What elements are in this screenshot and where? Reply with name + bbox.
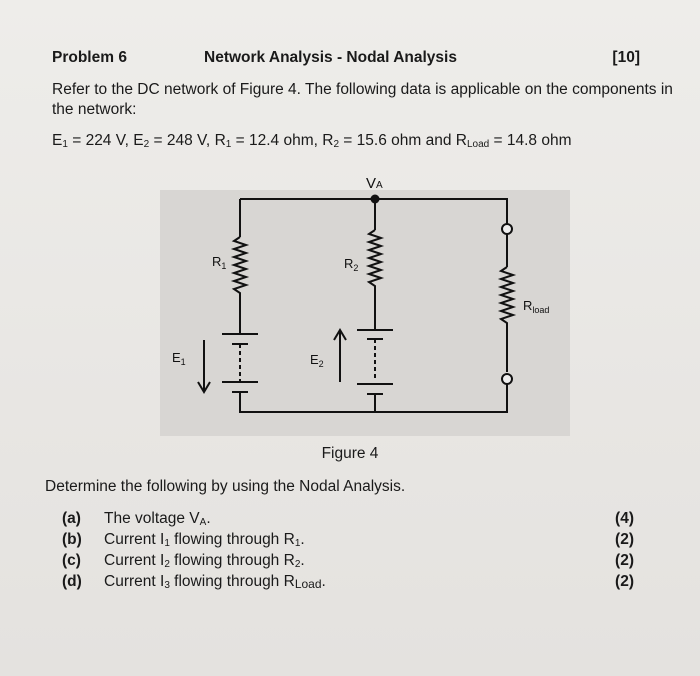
- rload-terminal-bottom: [502, 374, 512, 384]
- question-list: [62, 508, 634, 592]
- question-marks: (2): [615, 573, 634, 590]
- rload-label: $R_{load}$: [523, 298, 550, 315]
- given-r2: $R_2 = 15.6$ ohm and: [322, 132, 456, 150]
- question-d: (d) Current $I_3$ flowing through $R_{Load}$. (2): [62, 573, 634, 591]
- question-marks: (2): [615, 531, 634, 548]
- problem-number: Problem 6: [52, 49, 127, 66]
- instruction-text: Determine the following by using the Nodal Analysis.: [45, 478, 406, 495]
- e1-label: $E_1$: [172, 350, 186, 367]
- node-va-label: VA: [366, 175, 383, 192]
- question-marks: (2): [615, 552, 634, 569]
- question-c: (c) Current $I_2$ flowing through $R_2$. (2): [62, 552, 634, 570]
- node-va-dot: [371, 195, 380, 204]
- rload-terminal-top: [502, 224, 512, 234]
- question-b: (b) Current $I_1$ flowing through $R_1$. (2): [62, 531, 634, 549]
- given-e1: $E_1 = 224$ V,: [52, 132, 134, 150]
- given-r1: $R_1 = 12.4$ ohm,: [214, 132, 323, 150]
- figure-caption: Figure 4: [321, 445, 379, 462]
- problem-title: Network Analysis - Nodal Analysis: [204, 49, 457, 66]
- r1-label: $R_1$: [212, 254, 227, 271]
- question-marks: (4): [615, 510, 634, 527]
- circuit-figure: [160, 172, 580, 442]
- given-rload: $R_{Load} = 14.8$ ohm: [455, 132, 572, 150]
- given-e2: $E_2 = 248$ V,: [133, 132, 215, 150]
- given-values: [52, 132, 572, 150]
- problem-marks: [10]: [612, 49, 640, 66]
- intro-text: Refer to the DC network of Figure 4. The following data is applicable on the components in the network:: [52, 81, 673, 118]
- problem-header: [52, 49, 648, 71]
- question-a: (a) The voltage $V_A$. (4): [62, 510, 634, 528]
- r2-label: $R_2$: [344, 256, 359, 273]
- e2-label: $E_2$: [310, 352, 324, 369]
